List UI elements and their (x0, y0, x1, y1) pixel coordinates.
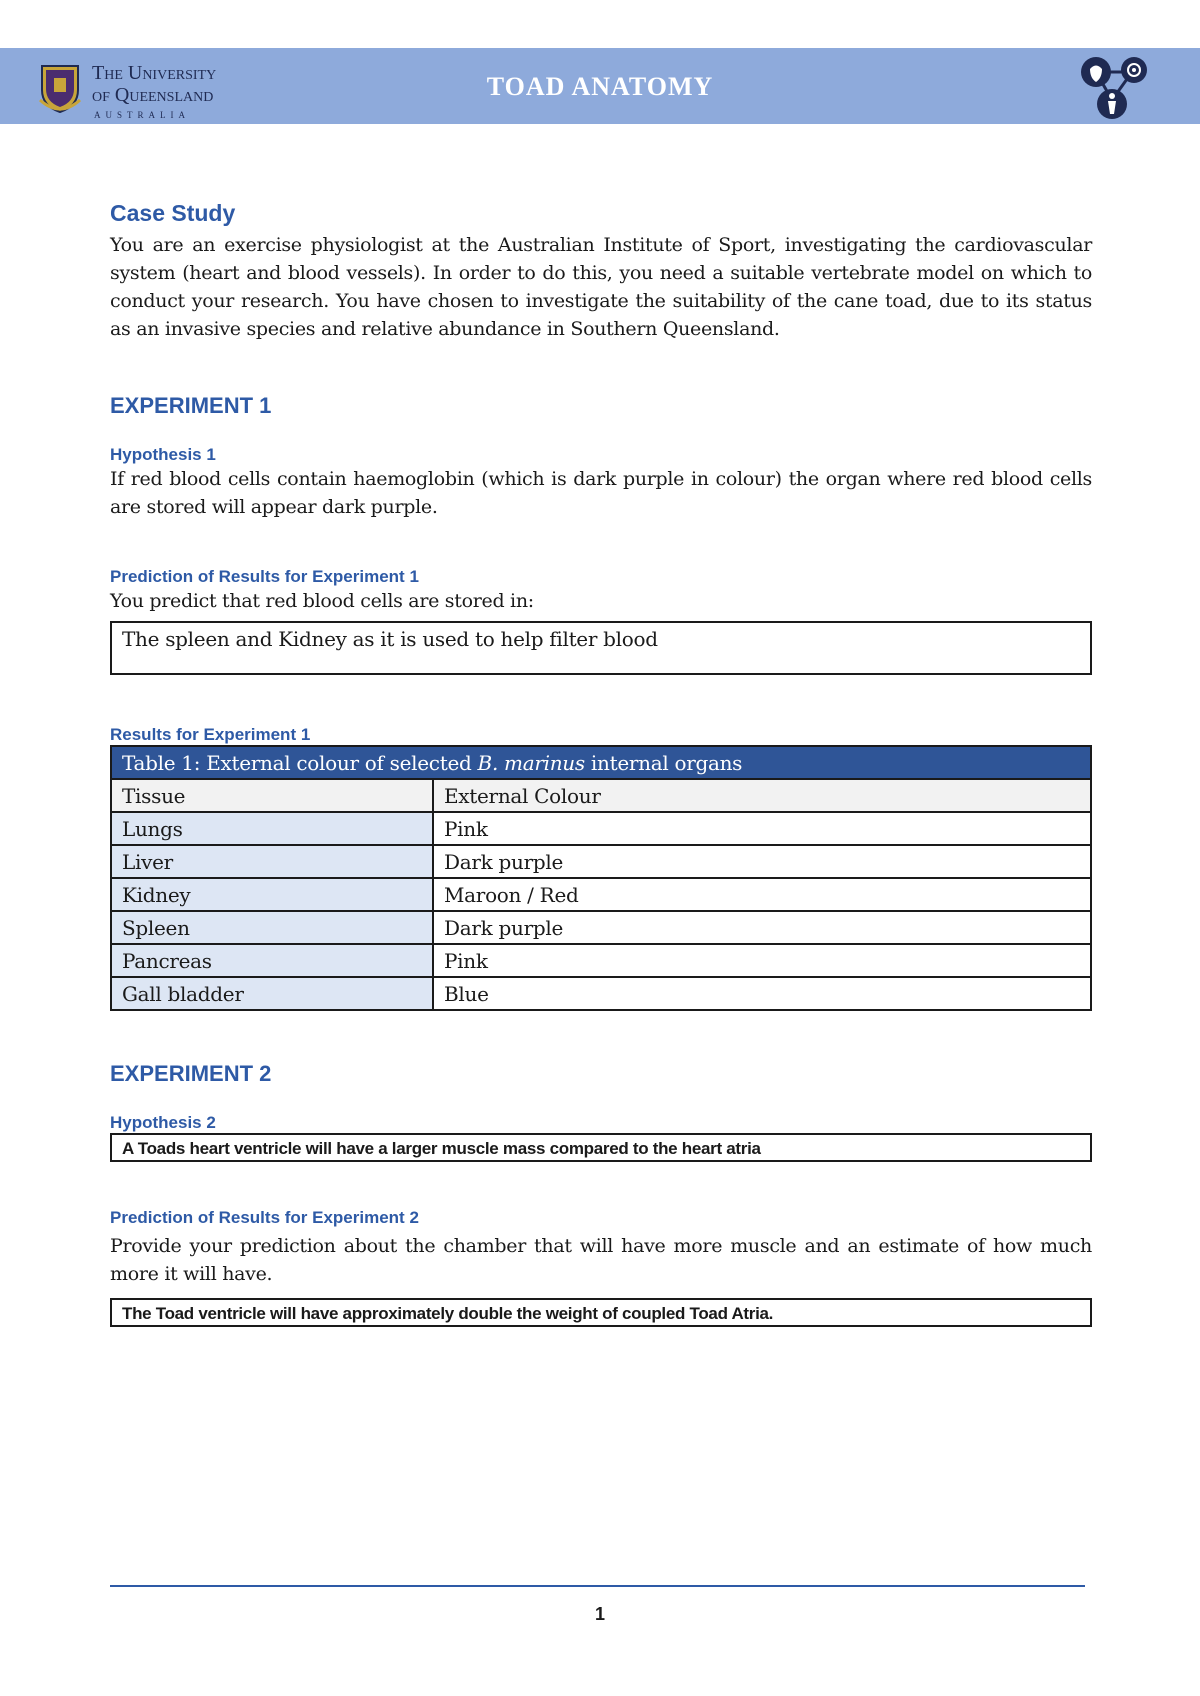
tissue-cell: Spleen (111, 911, 433, 944)
table-caption (111, 746, 1091, 779)
tissue-cell: Liver (111, 845, 433, 878)
results1-heading: Results for Experiment 1 (110, 725, 311, 744)
table-caption-species: B. marinus (477, 750, 585, 775)
tissue-cell: Lungs (111, 812, 433, 845)
colour-cell[interactable]: Dark purple (433, 845, 1091, 878)
table-row (111, 812, 1091, 845)
experiment1-heading: EXPERIMENT 1 (110, 393, 272, 418)
tissue-cell: Pancreas (111, 944, 433, 977)
prediction1-answer-field[interactable]: The spleen and Kidney as it is used to help filter blood (110, 621, 1092, 675)
page-number: 1 (594, 1604, 605, 1624)
university-country: AUSTRALIA (94, 110, 190, 120)
table-row (111, 911, 1091, 944)
hypothesis1-heading: Hypothesis 1 (110, 445, 216, 464)
colour-cell[interactable]: Pink (433, 812, 1091, 845)
document-title: TOAD ANATOMY (486, 72, 714, 101)
table-row (111, 977, 1091, 1010)
colour-cell[interactable]: Blue (433, 977, 1091, 1010)
university-name-line1: The University (92, 62, 217, 84)
column-header-colour: External Colour (433, 779, 1091, 812)
table-caption-text: Table 1: External colour of selected (122, 750, 478, 775)
hypothesis1-text: If red blood cells contain haemoglobin (which is dark purple in colour) the organ where red blood cells are stored will appear dark purple. (110, 468, 1092, 518)
table-row (111, 944, 1091, 977)
table-row (111, 845, 1091, 878)
results-table (110, 745, 1092, 1011)
anatomy-icons (1076, 52, 1166, 122)
footer-divider (110, 1585, 1085, 1587)
column-header-tissue: Tissue (111, 779, 433, 812)
table-header-row (111, 779, 1091, 812)
table-row (111, 878, 1091, 911)
prediction1-heading: Prediction of Results for Experiment 1 (110, 567, 419, 586)
document-body (110, 200, 1092, 1327)
prediction2-prompt: Provide your prediction about the chamber that will have more muscle and an estimate of how much more it will have. (110, 1235, 1092, 1285)
university-name-line2: of Queensland (92, 84, 214, 106)
case-study-heading: Case Study (110, 200, 236, 226)
hypothesis2-answer-field[interactable]: A Toads heart ventricle will have a larger muscle mass compared to the heart atria (110, 1133, 1092, 1162)
table-caption-row (111, 746, 1091, 779)
tissue-cell: Kidney (111, 878, 433, 911)
prediction2-answer-field[interactable]: The Toad ventricle will have approximately double the weight of coupled Toad Atria. (110, 1298, 1092, 1327)
hypothesis2-heading: Hypothesis 2 (110, 1113, 216, 1132)
colour-cell[interactable]: Dark purple (433, 911, 1091, 944)
case-study-text: You are an exercise physiologist at the Australian Institute of Sport, investigating the cardiovascular system (heart and blood vessels). In order to do this, you need a suitable vertebrate model on which to conduct your research. You have chosen to investigate the suitability of the cane toad, due to its status as an invasive species and relative abundance in Southern Queensland. (110, 234, 1092, 340)
table-caption-text-end: internal organs (584, 750, 743, 775)
page-header (0, 48, 1200, 124)
experiment2-heading: EXPERIMENT 2 (110, 1061, 272, 1086)
colour-cell[interactable]: Pink (433, 944, 1091, 977)
tissue-cell: Gall bladder (111, 977, 433, 1010)
prediction2-heading: Prediction of Results for Experiment 2 (110, 1208, 419, 1227)
colour-cell[interactable]: Maroon / Red (433, 878, 1091, 911)
prediction1-prompt: You predict that red blood cells are stored in: (110, 590, 534, 612)
